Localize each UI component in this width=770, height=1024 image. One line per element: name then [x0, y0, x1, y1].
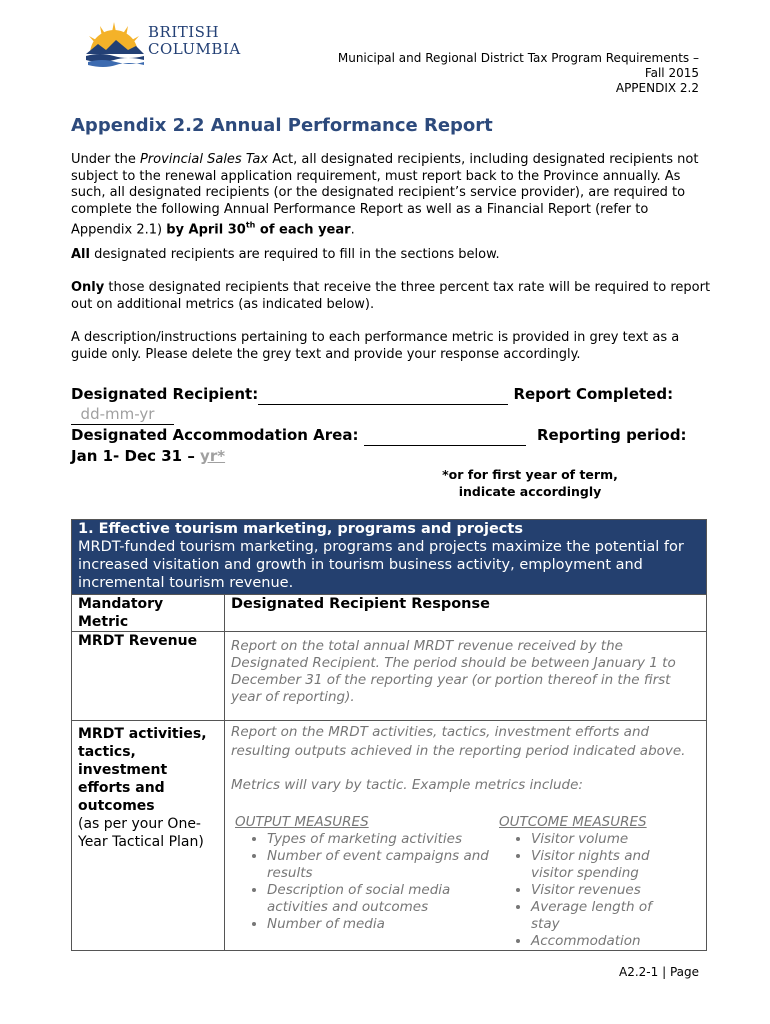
header-line-2: Fall 2015 [644, 66, 699, 80]
report-date-field[interactable]: dd-mm-yr [71, 404, 174, 425]
accommodation-area-label: Designated Accommodation Area: [71, 426, 359, 444]
intro-paragraph-2: All designated recipients are required to fill in the sections below. [71, 247, 500, 262]
report-date-row [71, 404, 711, 425]
reporting-period-year-field[interactable]: yr* [200, 447, 226, 465]
reporting-period-value: Jan 1- Dec 31 – [71, 447, 201, 465]
performance-table [71, 519, 707, 951]
header-line-1: Municipal and Regional District Tax Program Requirements – [337, 51, 699, 65]
output-measure-item: • Description of social media activities and outcomes [267, 882, 495, 916]
page-footer: A2.2-1 | Page [619, 965, 699, 979]
header-line-3: APPENDIX 2.2 [615, 81, 699, 95]
row-response-mrdt-revenue[interactable]: Report on the total annual MRDT revenue received by the Designated Recipient. The period should be between January 1 to December 31 of the reporting year (or portion thereof in the first year of reporting). [225, 632, 707, 721]
outcome-measure-item: • Visitor volume [531, 831, 679, 848]
outcome-measure-item: • Visitor revenues [531, 882, 679, 899]
outcome-measures: OUTCOME MEASURES • Visitor volume • Visitor nights and visitor spending • Visitor revenues • Average length of stay • Accommodation [495, 814, 679, 950]
output-measures: OUTPUT MEASURES • Types of marketing activities • Number of event campaigns and results • Description of social media activities and outcomes • Number of media [231, 814, 495, 950]
section-description: MRDT-funded tourism marketing, programs and projects maximize the potential for increased visitation and growth in tourism business activity, employment and incremental tourism revenue. [78, 539, 684, 591]
designated-recipient-row [71, 384, 711, 405]
logo-line-2: COLUMBIA [148, 40, 241, 58]
intro-paragraph-1: Under the Provincial Sales Tax Act, all designated recipients, including designated recipients not subject to the renewal application requirement, must report back to the Province annually. As such, all designated recipients (or the designated recipient’s service provider), are required to complete the following Annual Performance Report as well as a Financial Report (refer to Appendix 2.1) by April 30th of each year. [71, 152, 699, 238]
row-response-mrdt-activities[interactable]: Report on the MRDT activities, tactics, investment efforts and resulting outputs achieved in the reporting period indicated above. Metrics will vary by tactic. Example metrics include: OUTPUT MEASURES • Types of marketing activities • Number of event campaigns and results • Description of social media activities and outcomes • Number of media OUTCOME MEASURES • Visitor volume • Visitor nights and visitor spending • Visitor revenues • Average length of stay • Accommodation [225, 721, 707, 951]
bc-logo [82, 20, 242, 68]
column-header-response: Designated Recipient Response [225, 595, 707, 632]
outcome-measure-item: • Accommodation [531, 933, 679, 950]
section-title: 1. Effective tourism marketing, programs and projects [78, 521, 523, 537]
designated-recipient-field[interactable] [258, 384, 508, 405]
sun-mountain-icon [82, 20, 152, 68]
outcome-measure-item: • Visitor nights and visitor spending [531, 848, 679, 882]
reporting-period-row [71, 446, 711, 466]
section-header [72, 520, 707, 595]
reporting-period-label: Reporting period: [536, 426, 687, 444]
first-year-note: *or for first year of term, indicate accordingly [442, 467, 618, 499]
column-header-metric: Mandatory Metric [72, 595, 225, 632]
report-completed-label: Report Completed: [513, 385, 674, 403]
logo-line-1: BRITISH [148, 23, 220, 41]
row-metric-mrdt-activities: MRDT activities, tactics, investment efforts and outcomes (as per your One-Year Tactical Plan) [72, 721, 225, 951]
accommodation-area-row [71, 425, 711, 446]
outcome-measure-item: • Average length of stay [531, 899, 679, 933]
intro-paragraph-4: A description/instructions pertaining to each performance metric is provided in grey text as a guide only. Please delete the grey text and provide your response accordingly. [71, 330, 680, 362]
output-measure-item: • Number of media [267, 916, 495, 933]
intro-paragraph-3: Only those designated recipients that receive the three percent tax rate will be required to report out on additional metrics (as indicated below). [71, 280, 711, 312]
designated-recipient-label: Designated Recipient: [71, 385, 259, 403]
output-measure-item: • Types of marketing activities [267, 831, 495, 848]
row-metric-mrdt-revenue: MRDT Revenue [72, 632, 225, 721]
output-measure-item: • Number of event campaigns and results [267, 848, 495, 882]
page-header [338, 51, 699, 96]
page-title: Appendix 2.2 Annual Performance Report [71, 115, 493, 136]
accommodation-area-field[interactable] [364, 425, 526, 446]
